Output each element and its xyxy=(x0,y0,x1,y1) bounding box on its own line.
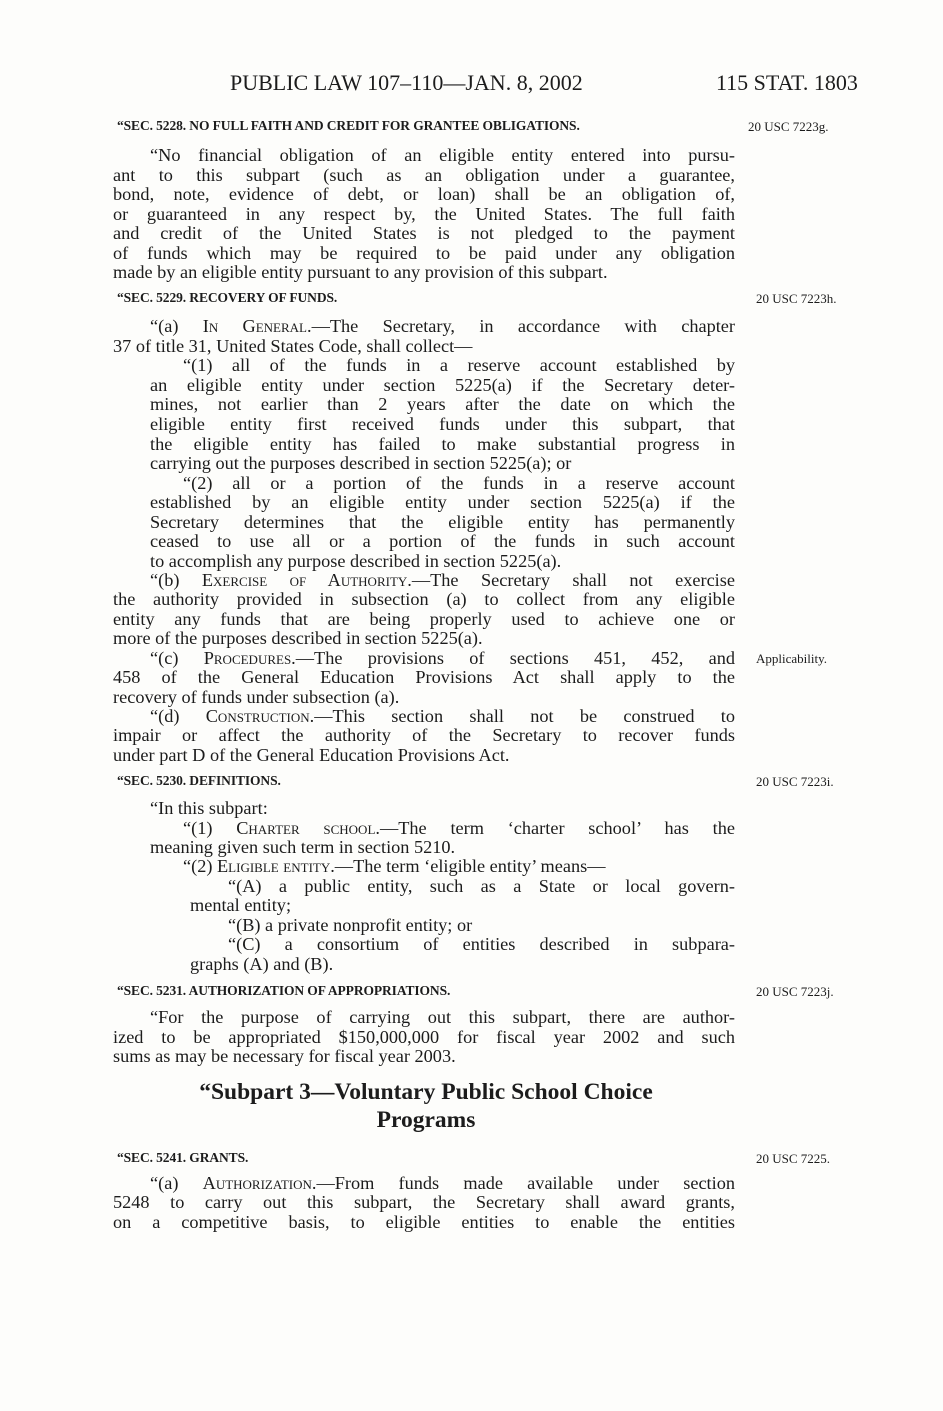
text-line: the eligible entity has failed to make substantial progress in xyxy=(150,434,735,454)
subsection-title: Authorization. xyxy=(202,1173,317,1193)
text-line: graphs (A) and (B). xyxy=(190,954,334,974)
text-line: the authority provided in subsection (a) to collect from any eligible xyxy=(113,589,735,609)
section-heading-5241: “SEC. 5241. GRANTS. xyxy=(117,1150,249,1165)
text-line: impair or affect the authority of the Secretary to recover funds xyxy=(113,725,735,745)
text-line: more of the purposes described in section 5225(a). xyxy=(113,628,483,648)
subsection-title: Construction. xyxy=(205,706,315,726)
text-line xyxy=(150,1173,735,1193)
section-heading-5228: “SEC. 5228. NO FULL FAITH AND CREDIT FOR GRANTEE OBLIGATIONS. xyxy=(117,118,580,133)
text-line: carrying out the purposes described in section 5225(a); or xyxy=(150,453,572,473)
text-line: “(A) a public entity, such as a State or local govern- xyxy=(228,876,735,896)
text-line: eligible entity first received funds under this subpart, that xyxy=(150,414,735,434)
text-line: made by an eligible entity pursuant to any provision of this subpart. xyxy=(113,262,608,282)
text-line: “In this subpart: xyxy=(150,798,268,818)
text-line: bond, note, evidence of debt, or loan) shall be an obligation of, xyxy=(113,184,735,204)
text-line: “(2) all or a portion of the funds in a reserve account xyxy=(183,473,735,493)
text-line: under part D of the General Education Provisions Act. xyxy=(113,745,510,765)
text-line: “(B) a private nonprofit entity; or xyxy=(228,915,473,935)
text: “(a) xyxy=(150,1173,203,1193)
text: —The term ‘charter school’ has the xyxy=(379,818,735,838)
text: “(a) xyxy=(150,316,203,336)
margin-note-applicability: Applicability. xyxy=(756,651,828,666)
margin-note-5241: 20 USC 7225. xyxy=(756,1151,831,1166)
text-line xyxy=(183,856,606,876)
section-heading-5231: “SEC. 5231. AUTHORIZATION OF APPROPRIATIONS. xyxy=(117,983,451,998)
text-line: on a competitive basis, to eligible entities to enable the entities xyxy=(113,1212,735,1232)
text-line: “No financial obligation of an eligible entity entered into pursu- xyxy=(150,145,735,165)
text-line: an eligible entity under section 5225(a) if the Secretary deter- xyxy=(150,375,735,395)
margin-note-5229: 20 USC 7223h. xyxy=(756,291,837,306)
text: “(b) xyxy=(150,570,202,590)
text-line xyxy=(150,316,735,336)
text-line: entity any funds that are being properly used to achieve one or xyxy=(113,609,735,629)
text-line xyxy=(150,648,735,668)
text: “(1) xyxy=(183,818,237,838)
text-line xyxy=(150,706,735,726)
text-line: “(C) a consortium of entities described in subpara- xyxy=(228,934,735,954)
margin-note-5231: 20 USC 7223j. xyxy=(756,984,834,999)
text-line: “For the purpose of carrying out this subpart, there are author- xyxy=(150,1007,735,1027)
section-heading-5229: “SEC. 5229. RECOVERY OF FUNDS. xyxy=(117,290,338,305)
subsection-title: Procedures. xyxy=(203,648,296,668)
text: —The term ‘eligible entity’ means— xyxy=(334,856,606,876)
text-line xyxy=(183,818,735,838)
text-line: 458 of the General Education Provisions Act shall apply to the xyxy=(113,667,735,687)
subpart-heading-line2: Programs xyxy=(376,1107,476,1133)
text-line: ceased to use all or a portion of the funds in such account xyxy=(150,531,735,551)
term-title: Eligible entity. xyxy=(217,856,335,876)
text: “(2) xyxy=(183,856,218,876)
section-heading-5230: “SEC. 5230. DEFINITIONS. xyxy=(117,773,281,788)
text: —From funds made available under section xyxy=(316,1173,735,1193)
text-line: and credit of the United States is not pledged to the payment xyxy=(113,223,735,243)
text-line: ant to this subpart (such as an obligation under a guarantee, xyxy=(113,165,735,185)
text-line: or guaranteed in any respect by, the United States. The full faith xyxy=(113,204,735,224)
text-line: mental entity; xyxy=(190,895,292,915)
text: “(c) xyxy=(150,648,204,668)
subpart-heading-line1: “Subpart 3—Voluntary Public School Choice xyxy=(199,1079,653,1105)
text-line: 37 of title 31, United States Code, shall collect— xyxy=(113,336,473,356)
page-stat-number: 115 STAT. 1803 xyxy=(716,70,858,95)
text-line: “(1) all of the funds in a reserve account established by xyxy=(183,355,735,375)
subsection-title: Exercise of Authority. xyxy=(201,570,412,590)
text: —The Secretary, in accordance with chapter xyxy=(311,316,735,336)
subsection-title: In General. xyxy=(202,316,312,336)
running-header-title: PUBLIC LAW 107–110—JAN. 8, 2002 xyxy=(230,70,583,95)
text-line: of funds which may be required to be paid under any obligation xyxy=(113,243,735,263)
text: “(d) xyxy=(150,706,206,726)
margin-note-5230: 20 USC 7223i. xyxy=(756,774,834,789)
text-line: to accomplish any purpose described in section 5225(a). xyxy=(150,551,562,571)
term-title: Charter school. xyxy=(236,818,380,838)
text: —The provisions of sections 451, 452, and xyxy=(295,648,735,668)
text-line: meaning given such term in section 5210. xyxy=(150,837,456,857)
text-line xyxy=(150,570,735,590)
text-line: sums as may be necessary for fiscal year 2003. xyxy=(113,1046,456,1066)
margin-note-5228: 20 USC 7223g. xyxy=(748,119,829,134)
text-line: 5248 to carry out this subpart, the Secretary shall award grants, xyxy=(113,1192,735,1212)
text: —The Secretary shall not exercise xyxy=(411,570,735,590)
text-line: recovery of funds under subsection (a). xyxy=(113,687,400,707)
text-line: Secretary determines that the eligible entity has permanently xyxy=(150,512,735,532)
text-line: established by an eligible entity under section 5225(a) if the xyxy=(150,492,735,512)
text-line: ized to be appropriated $150,000,000 for fiscal year 2002 and such xyxy=(113,1027,735,1047)
text: —This section shall not be construed to xyxy=(314,706,735,726)
text-line: mines, not earlier than 2 years after the date on which the xyxy=(150,394,735,414)
